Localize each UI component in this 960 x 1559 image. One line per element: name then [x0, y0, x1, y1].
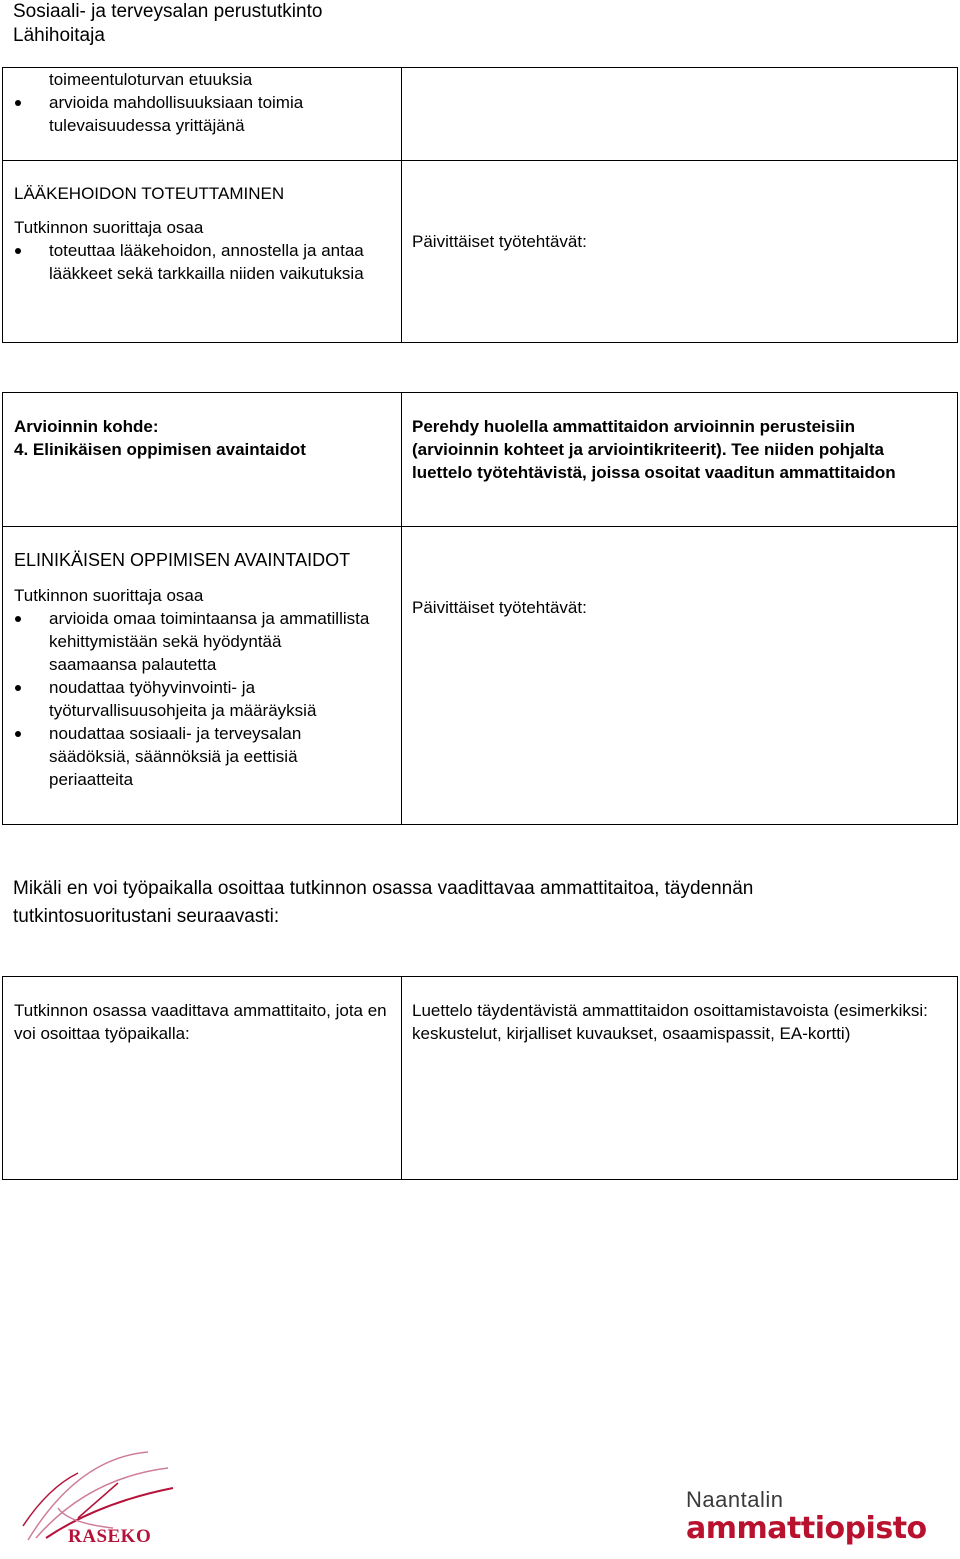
daily-tasks-label: Päivittäiset työtehtävät: [412, 598, 587, 617]
naantali-logo-line2: ammattiopisto [686, 1511, 927, 1546]
bullet-list [14, 607, 374, 791]
instructions-cell [412, 415, 942, 484]
missing-skills-cell [14, 999, 389, 1045]
naantali-logo-line1: Naantalin [686, 1487, 784, 1512]
list-item: arvioida mahdollisuuksiaan toimia tulevaisuudessa yrittäjänä [14, 91, 384, 137]
row-divider [3, 526, 957, 527]
raseko-logo-text: RASEKO [68, 1526, 152, 1547]
document-header [13, 0, 322, 48]
bullet-list [14, 91, 384, 137]
section-heading: ELINIKÄISEN OPPIMISEN AVAINTAIDOT [14, 550, 351, 570]
section-heading: LÄÄKEHOIDON TOTEUTTAMINEN [14, 184, 285, 203]
table-supplement [2, 976, 958, 1180]
assessment-target-cell [14, 415, 384, 461]
table-avaintaidot [2, 392, 958, 825]
continued-text: toimeentuloturvan etuuksia [49, 70, 253, 89]
column-divider [401, 977, 402, 1179]
intro-text: Tutkinnon suorittaja osaa [14, 218, 204, 237]
list-item: noudattaa työhyvinvointi- ja työturvallisuusohjeita ja määräyksiä [14, 676, 374, 722]
list-item: noudattaa sosiaali- ja terveysalan säädöksiä, säännöksiä ja eettisiä periaatteita [14, 722, 374, 791]
list-item: toteuttaa lääkehoidon, annostella ja antaa lääkkeet sekä tarkkailla niiden vaikutuksia [14, 239, 374, 285]
supplement-methods-cell [412, 999, 947, 1045]
skills-left-cell [14, 549, 374, 791]
list-item: arvioida omaa toimintaansa ja ammatillista kehittymistään sekä hyödyntää saamaansa palautetta [14, 607, 374, 676]
table-lääkehoito [2, 67, 958, 343]
bullet-list [14, 239, 374, 285]
row2-right-cell [412, 230, 587, 253]
naantali-logo [686, 1488, 926, 1554]
column-divider [401, 68, 402, 342]
row-divider [3, 160, 957, 161]
assessment-label: Arvioinnin kohde: [14, 417, 159, 436]
header-subtitle: Lähihoitaja [13, 25, 105, 46]
supplement-methods-label: Luettelo täydentävistä ammattitaidon osoittamistavoista (esimerkiksi: keskustelut, kirjalliset kuvaukset, osaamispassit, EA-kortti) [412, 1001, 928, 1043]
raseko-logo [18, 1448, 218, 1553]
daily-tasks-label: Päivittäiset työtehtävät: [412, 232, 587, 251]
skills-right-cell [412, 596, 587, 619]
assessment-value: 4. Elinikäisen oppimisen avaintaidot [14, 440, 306, 459]
column-divider [401, 393, 402, 824]
missing-skills-label: Tutkinnon osassa vaadittava ammattitaito, jota en voi osoittaa työpaikalla: [14, 1001, 387, 1043]
supplement-paragraph: Mikäli en voi työpaikalla osoittaa tutkinnon osassa vaadittavaa ammattitaitoa, täydennän tutkintosuoritustani seuraavasti: [13, 878, 754, 927]
header-title: Sosiaali- ja terveysalan perustutkinto [13, 1, 323, 22]
row1-left-cell [14, 68, 384, 137]
intro-text: Tutkinnon suorittaja osaa [14, 586, 204, 605]
row2-left-cell [14, 182, 374, 285]
instructions-text: Perehdy huolella ammattitaidon arvioinnin perusteisiin (arvioinnin kohteet ja arviointikriteerit). Tee niiden pohjalta luettelo työtehtävistä, joissa osoitat vaaditun ammattitaidon [412, 417, 896, 482]
